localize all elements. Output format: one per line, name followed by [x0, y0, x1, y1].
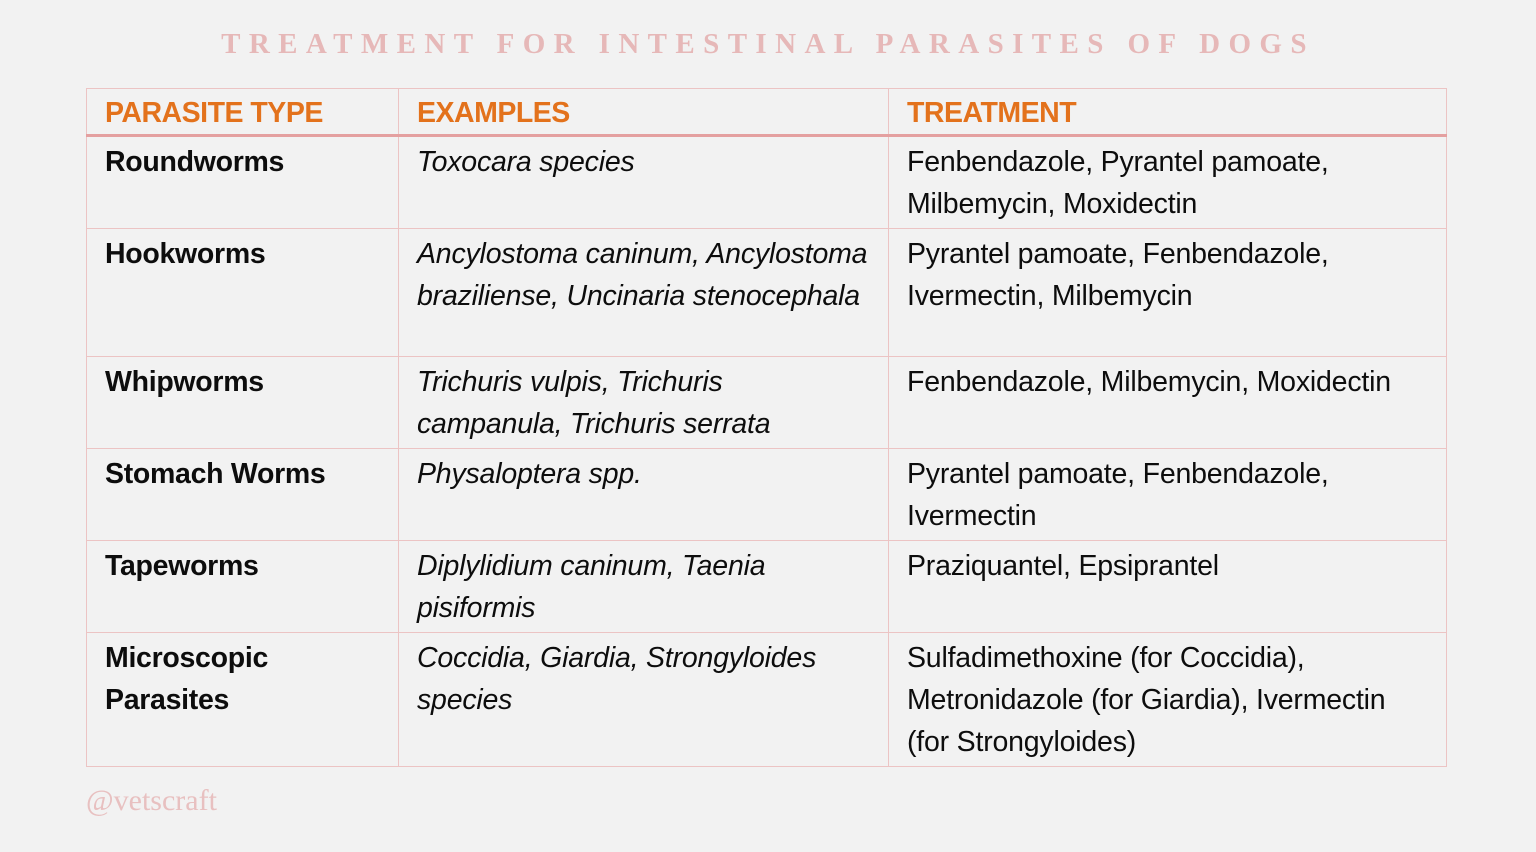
parasite-type-cell: Microscopic Parasites [87, 633, 399, 767]
treatment-cell: Sulfadimethoxine (for Coccidia), Metronidazole (for Giardia), Ivermectin (for Strongyloides) [889, 633, 1447, 767]
parasite-type-cell: Whipworms [87, 357, 399, 449]
examples-cell: Ancylostoma caninum, Ancylostoma braziliense, Uncinaria stenocephala [399, 229, 889, 357]
treatment-cell: Pyrantel pamoate, Fenbendazole, Ivermectin [889, 449, 1447, 541]
table-row [87, 541, 1447, 633]
parasite-type-cell: Stomach Worms [87, 449, 399, 541]
treatment-cell: Fenbendazole, Milbemycin, Moxidectin [889, 357, 1447, 449]
watermark: @vetscraft [86, 784, 217, 817]
header-parasite-type: PARASITE TYPE [87, 89, 399, 136]
examples-cell: Toxocara species [399, 136, 889, 229]
table-row [87, 229, 1447, 357]
table-row [87, 136, 1447, 229]
examples-cell: Physaloptera spp. [399, 449, 889, 541]
page-title: TREATMENT FOR INTESTINAL PARASITES OF DOGS [221, 28, 1315, 60]
parasite-treatment-table [86, 88, 1447, 767]
parasite-type-cell: Hookworms [87, 229, 399, 357]
table-row [87, 357, 1447, 449]
examples-cell: Diplylidium caninum, Taenia pisiformis [399, 541, 889, 633]
examples-cell: Trichuris vulpis, Trichuris campanula, Trichuris serrata [399, 357, 889, 449]
parasite-type-cell: Tapeworms [87, 541, 399, 633]
table-row [87, 633, 1447, 767]
examples-cell: Coccidia, Giardia, Strongyloides species [399, 633, 889, 767]
parasite-type-cell: Roundworms [87, 136, 399, 229]
table-row [87, 449, 1447, 541]
treatment-cell: Praziquantel, Epsiprantel [889, 541, 1447, 633]
header-treatment: TREATMENT [889, 89, 1447, 136]
treatment-cell: Fenbendazole, Pyrantel pamoate, Milbemycin, Moxidectin [889, 136, 1447, 229]
table-header-row [87, 89, 1447, 136]
header-examples: EXAMPLES [399, 89, 889, 136]
treatment-cell: Pyrantel pamoate, Fenbendazole, Ivermectin, Milbemycin [889, 229, 1447, 357]
